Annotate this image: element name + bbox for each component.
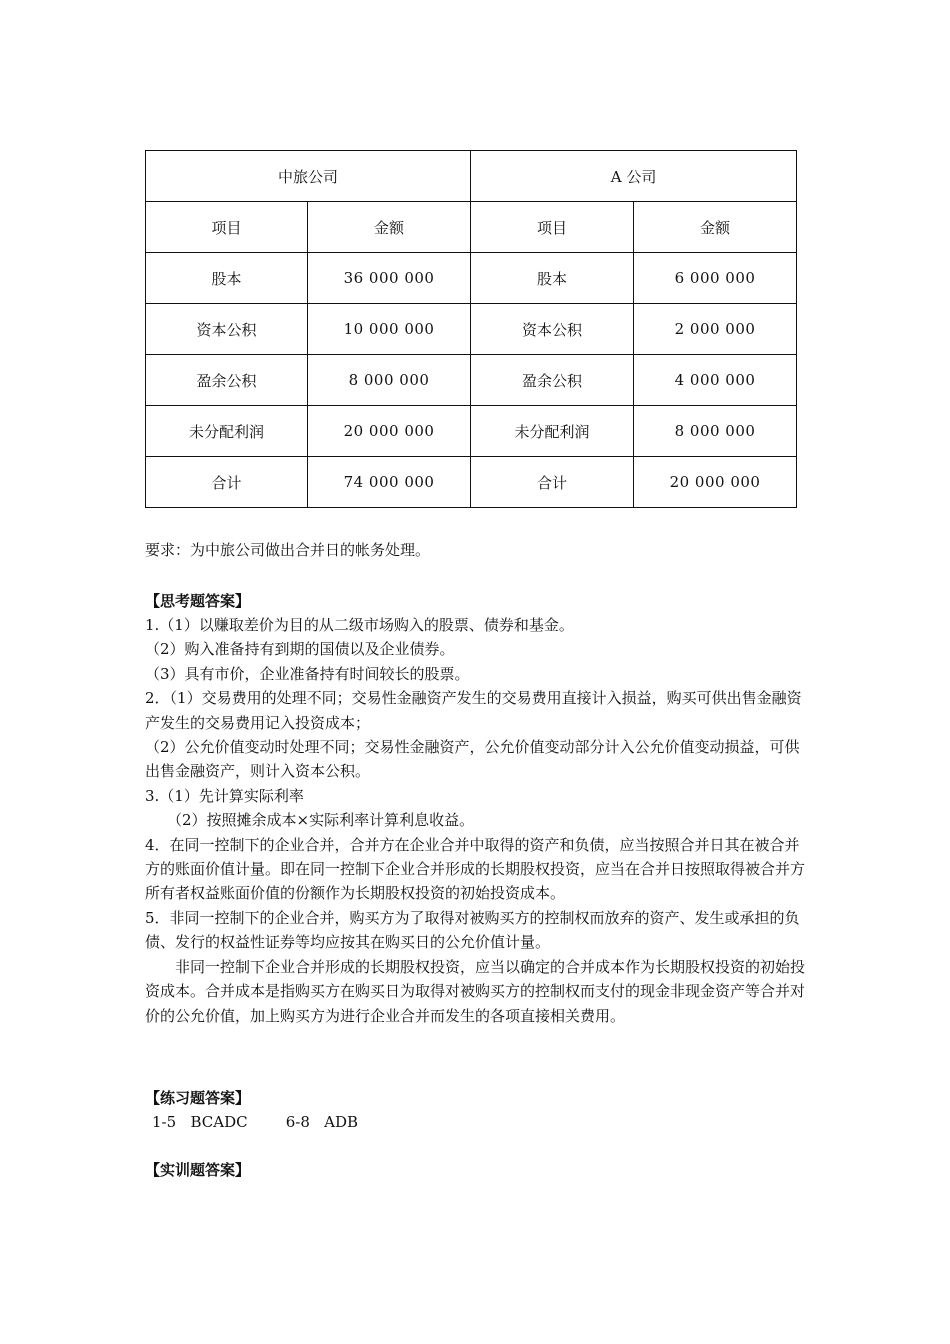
answer-line: 5．非同一控制下的企业合并，购买方为了取得对被购买方的控制权而放弃的资产、发生或承担的负债、发行的权益性证券等均应按其在购买日的公允价值计量。 bbox=[145, 908, 800, 952]
right-amount-cell: 2 000 000 bbox=[634, 304, 797, 355]
company-left-header: 中旅公司 bbox=[146, 151, 471, 202]
table-column-header-row bbox=[146, 202, 797, 253]
table-row bbox=[146, 304, 797, 355]
right-amount-cell: 4 000 000 bbox=[634, 355, 797, 406]
practical-section-title: 【实训题答案】 bbox=[145, 1161, 251, 1179]
right-amount-cell: 6 000 000 bbox=[634, 253, 797, 304]
table-row bbox=[146, 355, 797, 406]
answer-line: （3）具有市价，企业准备持有时间较长的股票。 bbox=[145, 664, 470, 683]
left-amount-cell: 36 000 000 bbox=[308, 253, 471, 304]
left-item-cell: 合计 bbox=[146, 457, 308, 508]
right-amount-cell: 20 000 000 bbox=[634, 457, 797, 508]
right-item-cell: 资本公积 bbox=[471, 304, 634, 355]
left-item-cell: 股本 bbox=[146, 253, 308, 304]
col-amount-header: 金额 bbox=[308, 202, 471, 253]
answer-line: 3.（1）先计算实际利率 bbox=[145, 786, 304, 805]
table-row bbox=[146, 406, 797, 457]
thinking-answers bbox=[145, 613, 810, 1028]
left-amount-cell: 10 000 000 bbox=[308, 304, 471, 355]
answer-line: 4．在同一控制下的企业合并，合并方在企业合并中取得的资产和负债，应当按照合并日其在被合并方的账面价值计量。即在同一控制下企业合并形成的长期股权投资，应当在合并日按照取得被合并方所有者权益账面价值的份额作为长期股权投资的初始投资成本。 bbox=[145, 835, 806, 903]
answer-line: 1.（1）以赚取差价为目的从二级市场购入的股票、债券和基金。 bbox=[145, 616, 574, 634]
requirement-text: 要求：为中旅公司做出合并日的帐务处理。 bbox=[145, 541, 431, 559]
left-item-cell: 未分配利润 bbox=[146, 406, 308, 457]
left-amount-cell: 20 000 000 bbox=[308, 406, 471, 457]
left-amount-cell: 74 000 000 bbox=[308, 457, 471, 508]
left-amount-cell: 8 000 000 bbox=[308, 355, 471, 406]
left-item-cell: 资本公积 bbox=[146, 304, 308, 355]
col-item-header: 项目 bbox=[146, 202, 308, 253]
answer-line: （2）公允价值变动时处理不同；交易性金融资产，公允价值变动部分计入公允价值变动损益，可供出售金融资产，则计入资本公积。 bbox=[145, 738, 800, 781]
answer-line: （2）购入准备持有到期的国债以及企业债券。 bbox=[145, 640, 455, 659]
answer-line: 2．（1）交易费用的处理不同；交易性金融资产发生的交易费用直接计入损益，购买可供出售金融资产发生的交易费用记入投资成本； bbox=[145, 689, 802, 732]
answer-line: （2）按照摊余成本×实际利率计算利息收益。 bbox=[167, 811, 475, 830]
right-amount-cell: 8 000 000 bbox=[634, 406, 797, 457]
exercise-answers: 1-5 BCADC 6-8 ADB bbox=[152, 1113, 359, 1131]
left-item-cell: 盈余公积 bbox=[146, 355, 308, 406]
table-total-row bbox=[146, 457, 797, 508]
table-company-row bbox=[146, 151, 797, 202]
answer-line: 非同一控制下企业合并形成的长期股权投资，应当以确定的合并成本作为长期股权投资的初始投资成本。合并成本是指购买方在购买日为取得对被购买方的控制权而支付的现金非现金资产等合并对价的公允价值，加上购买方为进行企业合并而发生的各项直接相关费用。 bbox=[145, 957, 806, 1025]
exercise-section-title: 【练习题答案】 bbox=[145, 1089, 251, 1107]
right-item-cell: 合计 bbox=[471, 457, 634, 508]
right-item-cell: 股本 bbox=[471, 253, 634, 304]
right-item-cell: 未分配利润 bbox=[471, 406, 634, 457]
col-amount-header: 金额 bbox=[634, 202, 797, 253]
equity-table bbox=[145, 150, 797, 508]
thinking-section-title: 【思考题答案】 bbox=[145, 592, 251, 610]
company-right-header: A 公司 bbox=[471, 151, 797, 202]
table-row bbox=[146, 253, 797, 304]
right-item-cell: 盈余公积 bbox=[471, 355, 634, 406]
col-item-header: 项目 bbox=[471, 202, 634, 253]
